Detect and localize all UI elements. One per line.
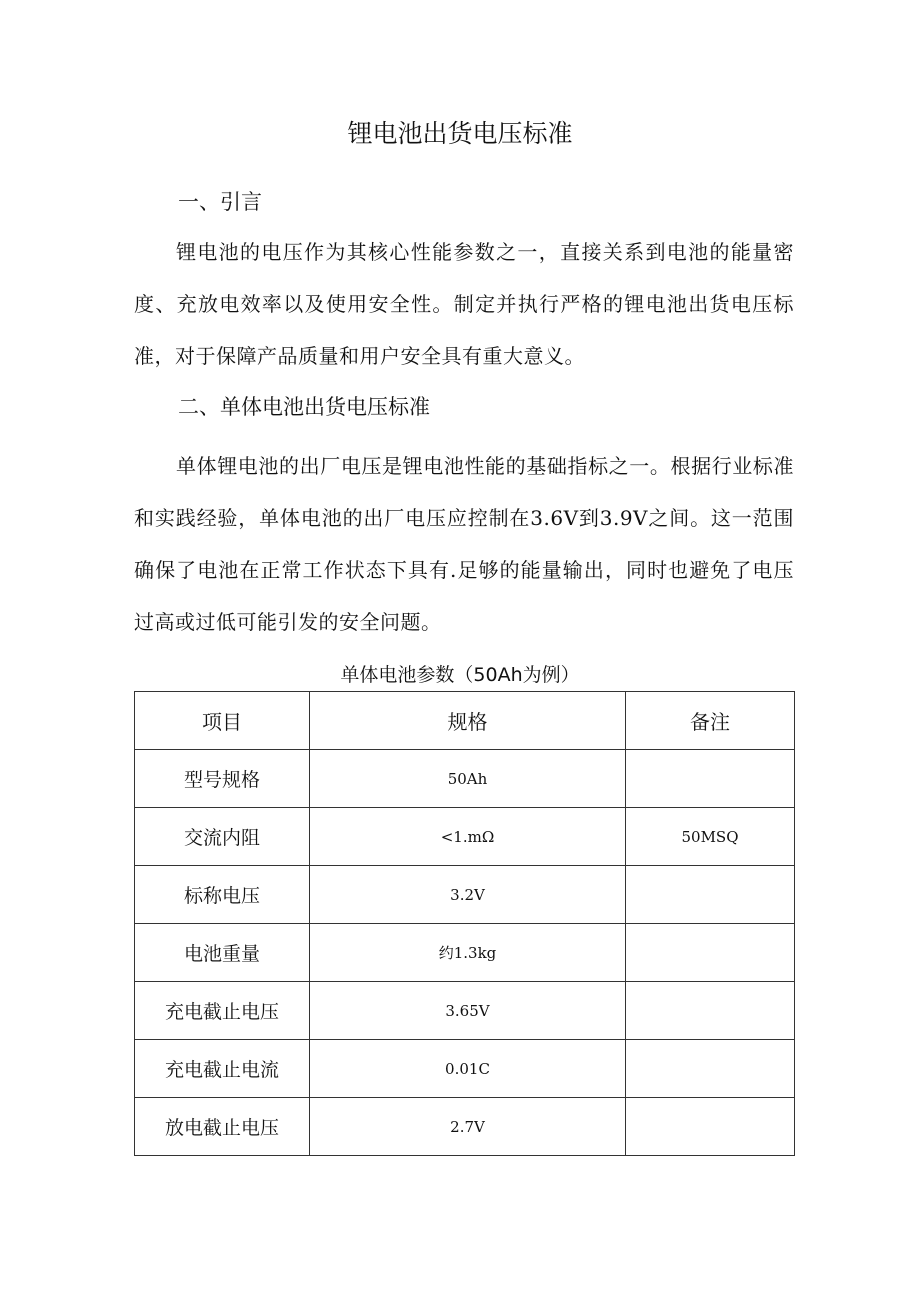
row-note-cell xyxy=(626,1098,795,1156)
row-note-cell xyxy=(626,866,795,924)
row-item-cell: 充电截止电压 xyxy=(135,982,310,1040)
table-row xyxy=(135,1040,795,1098)
row-spec-cell: 2.7V xyxy=(310,1098,626,1156)
row-item-cell: 放电截止电压 xyxy=(135,1098,310,1156)
table-caption: 单体电池参数（50Ah为例） xyxy=(340,664,580,686)
row-note-cell xyxy=(626,982,795,1040)
row-item-cell: 交流内阻 xyxy=(135,808,310,866)
row-note-cell xyxy=(626,924,795,982)
column-header-spec: 规格 xyxy=(310,692,626,750)
section-paragraph-introduction: 锂电池的电压作为其核心性能参数之一，直接关系到电池的能量密度、充放电效率以及使用安全性。制定并执行严格的锂电池出货电压标准，对于保障产品质量和用户安全具有重大意义。 xyxy=(134,240,794,368)
table-row xyxy=(135,982,795,1040)
section-heading-introduction: 一、引言 xyxy=(178,190,262,214)
table-row xyxy=(135,924,795,982)
row-spec-cell: 0.01C xyxy=(310,1040,626,1098)
row-spec-cell: 3.65V xyxy=(310,982,626,1040)
row-note-cell xyxy=(626,750,795,808)
row-spec-cell: 3.2V xyxy=(310,866,626,924)
table-row xyxy=(135,808,795,866)
row-item-cell: 标称电压 xyxy=(135,866,310,924)
table-header-row xyxy=(135,692,795,750)
table-row xyxy=(135,866,795,924)
column-header-item: 项目 xyxy=(135,692,310,750)
row-spec-cell: 50Ah xyxy=(310,750,626,808)
row-item-cell: 充电截止电流 xyxy=(135,1040,310,1098)
row-spec-cell: 约1.3kg xyxy=(310,924,626,982)
column-header-note: 备注 xyxy=(626,692,795,750)
table-row xyxy=(135,1098,795,1156)
table-row xyxy=(135,750,795,808)
row-spec-cell: <1.mΩ xyxy=(310,808,626,866)
document-title: 锂电池出货电压标准 xyxy=(347,119,573,148)
row-note-cell xyxy=(626,1040,795,1098)
cell-parameters-table xyxy=(134,691,795,1156)
section-heading-cell-voltage: 二、单体电池出货电压标准 xyxy=(178,395,430,419)
row-note-cell: 50MSQ xyxy=(626,808,795,866)
section-paragraph-cell-voltage: 单体锂电池的出厂电压是锂电池性能的基础指标之一。根据行业标准和实践经验，单体电池的出厂电压应控制在3.6V到3.9V之间。这一范围确保了电池在正常工作状态下具有.足够的能量输出，同时也避免了电压过高或过低可能引发的安全问题。 xyxy=(134,454,794,634)
row-item-cell: 电池重量 xyxy=(135,924,310,982)
row-item-cell: 型号规格 xyxy=(135,750,310,808)
